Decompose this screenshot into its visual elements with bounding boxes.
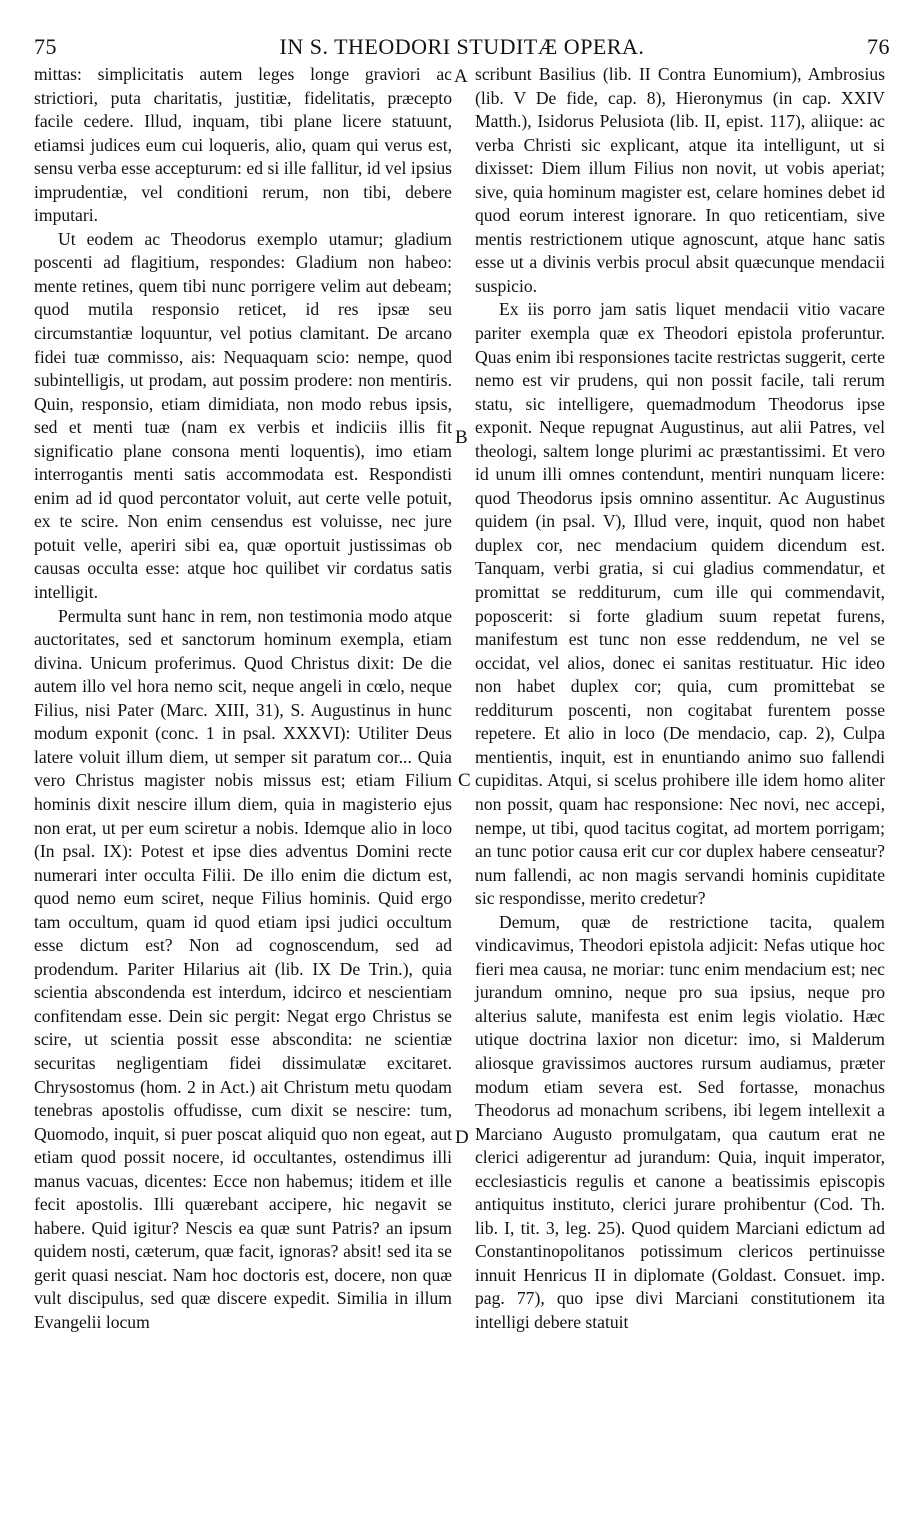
left-paragraph-1: mittas: simplicitatis autem leges longe graviori ac strictiori, puta charitatis, justitiæ, fidelitatis, præcepto facile cedere. Illud, inquam, tibi plane licere statuunt, etiamsi judices eum cui loqueris, alio, quam qui verus est, sensu verba esse accepturum: ed si ille fallitur, id vel ipsius imprudentiæ, vel conditioni rerum, non tibi, debere imputari. — [34, 64, 452, 226]
left-paragraph-2: Ut eodem ac Theodorus exemplo utamur; gladium poscenti ad flagitium, respondes: Gladium non habeo: mente retines, quem tibi nunc porrigere velim aut debeam; quod mutila responsio reticet, id res ipsæ seu circumstantiæ loquuntur, vel potius clamitant. De arcano fidei tuæ commisso, ais: Nequaquam scio: nempe, quod subintelligis, ut prodam, aut possim prodere: non mentiris. Quin, responsio, etiam dimidiata, non modo rebus ipsis, sed et menti tuæ (nam ex verbis et indiciis illis fit significatio plane consona menti loquentis), imo etiam interrogantis menti satis accommodata est. Respondisti enim ad id quod percontator voluit, aut certe velle potuit, ex te scire. Non enim censendus est voluisse, nec jure potuit velle, aperiri sibi ea, quæ oportuit justissimas ob causas occulta esse: atque hoc quilibet vir cordatus satis intelligit. — [34, 228, 452, 603]
section-marker-d: D — [455, 1127, 469, 1148]
page-header — [34, 34, 890, 62]
right-paragraph-1: scribunt Basilius (lib. II Contra Eunomium), Ambrosius (lib. V De fide, cap. 8), Hieronymus (in cap. XXIV Matth.), Isidorus Pelusiota (lib. II, epist. 117), aliique: ac verba Christi sic explicant, atque ita intelligunt, ut si dixisset: Diem illum Filius non novit, ut vobis aperiat; sive, quia hominum magister est, celare homines debet id quod eorum interest ignorare. In quo reticentiam, sive mentis restrictionem utique agnoscunt, atque hanc satis esse ut a divinis verbis procul absit quæcunque mendacii suspicio. — [475, 64, 885, 296]
left-paragraph-3: Permulta sunt hanc in rem, non testimonia modo atque auctoritates, sed et sanctorum hominum exempla, etiam divina. Unicum proferimus. Quod Christus dixit: De die autem illo vel hora nemo scit, neque angeli in cœlo, neque Filius, nisi Pater (Marc. XIII, 31), S. Augustinus in hunc modum exponit (conc. 1 in psal. XXXVI): Utiliter Deus latere voluit illum diem, ut semper sit paratum cor... Quia vero Christus magister nobis missus est; etiam Filium hominis dixit nescire illum diem, quia in magisterio ejus non erat, ut per eum sciretur a nobis. Idemque alio in loco (In psal. IX): Potest et ipse dies adventus Domini recte numerari inter occulta Filii. De illo enim die dictum est, quod nemo eum sciret, neque Filius hominis. Quid ergo tam occultum, quam id quod etiam ipsi judici occultum esse dictum est? Non ad cognoscendum, sed ad prodendum. Pariter Hilarius ait (lib. IX De Trin.), quia scientia abscondenda est interdum, idcirco et nescientiam confitendam esse. Dein sic pergit: Negat ergo Christus se scire, ut scientia possit esse abscondita: ne scientiæ securitas negligentiam fidei dissimulatæ excitaret. Chrysostomus (hom. 2 in Act.) ait Christum metu quodam tenebras apostolis offudisse, cum dixit se nescire: tum, Quomodo, inquit, si puer poscat aliquid quo non egeat, aut etiam quod possit nocere, id occultantes, ostendimus illi manus vacuas, dicentes: Ecce non habemus; itidem et ille fecit apostolis. Illi quærebant accipere, hic negavit se habere. Quid igitur? Nescis ea quæ sunt Patris? an ipsum quidem nosti, cæterum, quæ facit, ignoras? absit! sed ita se gerit quasi nesciat. Nam hoc doctoris est, docere, non quæ vult discipulus, sed quæ discere expedit. Similia in illum Evangelii locum — [34, 605, 452, 1332]
section-marker-c: C — [458, 770, 471, 791]
section-marker-a: A — [454, 66, 468, 87]
right-page-number: 76 — [867, 34, 890, 59]
left-column — [34, 63, 452, 1335]
right-column — [475, 63, 885, 1335]
running-title: IN S. THEODORI STUDITÆ OPERA. — [279, 34, 645, 59]
left-page-number: 75 — [34, 34, 57, 59]
right-paragraph-2: Ex iis porro jam satis liquet mendacii vitio vacare pariter exempla quæ ex Theodori epistola proferuntur. Quas enim ibi responsiones tacite restrictas suggerit, certe nemo est vir prudens, qui non possit facile, tali rerum statu, sic intelligere, quemadmodum Theodorus ipse exponit. Neque repugnat Augustinus, aut alii Patres, vel theologi, saltem longe plurimi ac præstantissimi. Et vero id unum illi omnes contendunt, mentiri nunquam licere: quod Theodorus ipsis omnino assentitur. Ac Augustinus quidem (in psal. V), Illud vere, inquit, quod non habet duplex cor, nec mendacium quidem dicendum est. Tanquam, verbi gratia, si cui gladius commendatur, et promittat se redditurum, cum ille qui commendavit, poposcerit: si forte gladium suum repetat furens, manifestum est tunc non esse reddendum, ne vel se occidat, vel alios, donec ei sanitas restituatur. Hic ideo non habet duplex cor; quia, cum promittebat se redditurum poscenti, non cogitabat furentem posse repetere. Et alio in loco (De mendacio, cap. 2), Culpa mentientis, inquit, est in enuntiando animo suo fallendi cupiditas. Atqui, si scelus prohibere ille idem homo aliter non possit, quam hac responsione: Nec novi, nec accepi, nempe, ut tibi, quod tacitus cogitat, ad mortem porrigam; an tunc potior causa erit cur cor duplex habere censeatur? num fallendi, ac non magis servandi hominis cupiditate sic respondisse, merito credetur? — [475, 299, 885, 909]
right-paragraph-3: Demum, quæ de restrictione tacita, qualem vindicavimus, Theodori epistola adjicit: Nefas utique hoc fieri mea causa, ne moriar: tunc enim mendacium est; nec jurandum omnino, neque pro sua ipsius, neque pro alterius salute, manifesta est enim legis violatio. Hæc utique doctrina laxior non dicetur: imo, si Malderum aliosque gravissimos auctores rursum audiamus, præter modum etiam severa est. Sed fortasse, monachus Theodorus ad monachum scribens, ibi legem intellexit a Marciano Augusto promulgatam, qua cautum erat ne clerici adigerentur ad jurandum: Quia, inquit imperator, ecclesiasticis regulis et canone a beatissimis episcopis antiquitus instituto, clerici jurare prohibentur (Cod. Th. lib. I, tit. 3, leg. 25). Quod quidem Marciani edictum ad Constantinopolitanos potissimum clericos pertinuisse innuit Henricus II in diplomate (Goldast. Consuet. imp. pag. 77), quo ipse divi Marciani constitutionem ita intelligi debere statuit — [475, 911, 885, 1332]
section-marker-b: B — [455, 427, 468, 448]
